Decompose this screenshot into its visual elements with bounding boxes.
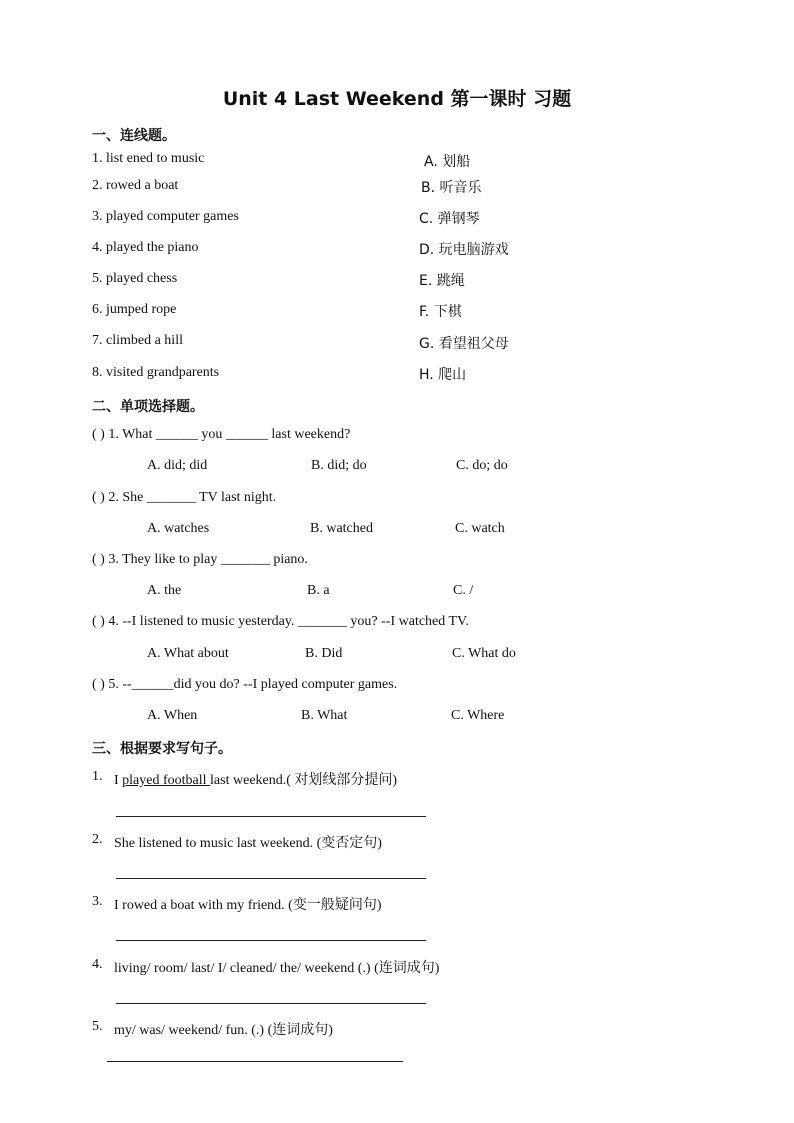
- answer-line[interactable]: [116, 940, 426, 941]
- choice-option-c: C. watch: [455, 521, 505, 536]
- choice-option-b: B. did; do: [311, 458, 367, 473]
- sentence-number: 4.: [92, 957, 103, 972]
- match-right-item: G. 看望祖父母: [419, 336, 509, 352]
- section-heading-sentences: 三、根据要求写句子。: [92, 741, 232, 757]
- answer-line[interactable]: [116, 816, 426, 817]
- choice-question: ( ) 2. She _______ TV last night.: [92, 490, 277, 505]
- choice-option-c: C. do; do: [456, 458, 508, 473]
- match-left-item: 2. rowed a boat: [92, 178, 179, 193]
- sentence-suffix: last weekend.( 对划线部分提问): [210, 773, 398, 788]
- section-heading-matching: 一、连线题。: [92, 128, 176, 144]
- match-right-item: F. 下棋: [419, 304, 462, 320]
- choice-option-a: A. What about: [147, 646, 229, 661]
- choice-option-a: A. did; did: [147, 458, 208, 473]
- match-right-item: A. 划船: [424, 154, 471, 170]
- answer-line[interactable]: [107, 1061, 403, 1062]
- match-left-item: 1. list ened to music: [92, 151, 205, 166]
- choice-option-b: B. a: [307, 583, 330, 598]
- choice-option-b: B. watched: [310, 521, 373, 536]
- match-right-item: D. 玩电脑游戏: [419, 242, 509, 258]
- match-right-item: B. 听音乐: [421, 180, 482, 196]
- sentence-number: 2.: [92, 832, 103, 847]
- choice-question: ( ) 4. --I listened to music yesterday. _______ you? --I watched TV.: [92, 614, 469, 629]
- choice-question: ( ) 3. They like to play _______ piano.: [92, 552, 308, 567]
- match-left-item: 3. played computer games: [92, 209, 239, 224]
- choice-option-a: A. the: [147, 583, 182, 598]
- choice-option-c: C. /: [453, 583, 474, 598]
- page-title: Unit 4 Last Weekend 第一课时 习题: [222, 88, 572, 110]
- sentence-prompt: I rowed a boat with my friend. (变一般疑问句): [114, 898, 382, 913]
- answer-line[interactable]: [116, 1003, 426, 1004]
- match-left-item: 7. climbed a hill: [92, 333, 183, 348]
- sentence-prompt: She listened to music last weekend. (变否定句): [114, 836, 382, 851]
- choice-question: ( ) 1. What ______ you ______ last weekend?: [92, 427, 351, 442]
- sentence-number: 1.: [92, 769, 103, 784]
- sentence-number: 5.: [92, 1019, 103, 1034]
- choice-option-b: B. What: [301, 708, 348, 723]
- section-heading-choice: 二、单项选择题。: [92, 399, 204, 415]
- match-left-item: 4. played the piano: [92, 240, 199, 255]
- match-right-item: H. 爬山: [419, 367, 467, 383]
- sentence-prompt: living/ room/ last/ I/ cleaned/ the/ weekend (.) (连词成句): [114, 961, 440, 976]
- sentence-number: 3.: [92, 894, 103, 909]
- answer-line[interactable]: [116, 878, 426, 879]
- match-right-item: C. 弹钢琴: [419, 211, 480, 227]
- match-left-item: 6. jumped rope: [92, 302, 177, 317]
- choice-option-b: B. Did: [305, 646, 343, 661]
- choice-option-a: A. When: [147, 708, 198, 723]
- match-left-item: 8. visited grandparents: [92, 365, 220, 380]
- sentence-prompt: my/ was/ weekend/ fun. (.) (连词成句): [114, 1023, 333, 1038]
- choice-option-c: C. What do: [452, 646, 516, 661]
- choice-question: ( ) 5. --______did you do? --I played computer games.: [92, 677, 398, 692]
- underlined-phrase: played football: [122, 773, 211, 788]
- choice-option-a: A. watches: [147, 521, 210, 536]
- sentence-prefix: I: [114, 773, 123, 788]
- match-left-item: 5. played chess: [92, 271, 178, 286]
- choice-option-c: C. Where: [451, 708, 505, 723]
- sentence-prompt: [114, 769, 397, 789]
- match-right-item: E. 跳绳: [419, 273, 465, 289]
